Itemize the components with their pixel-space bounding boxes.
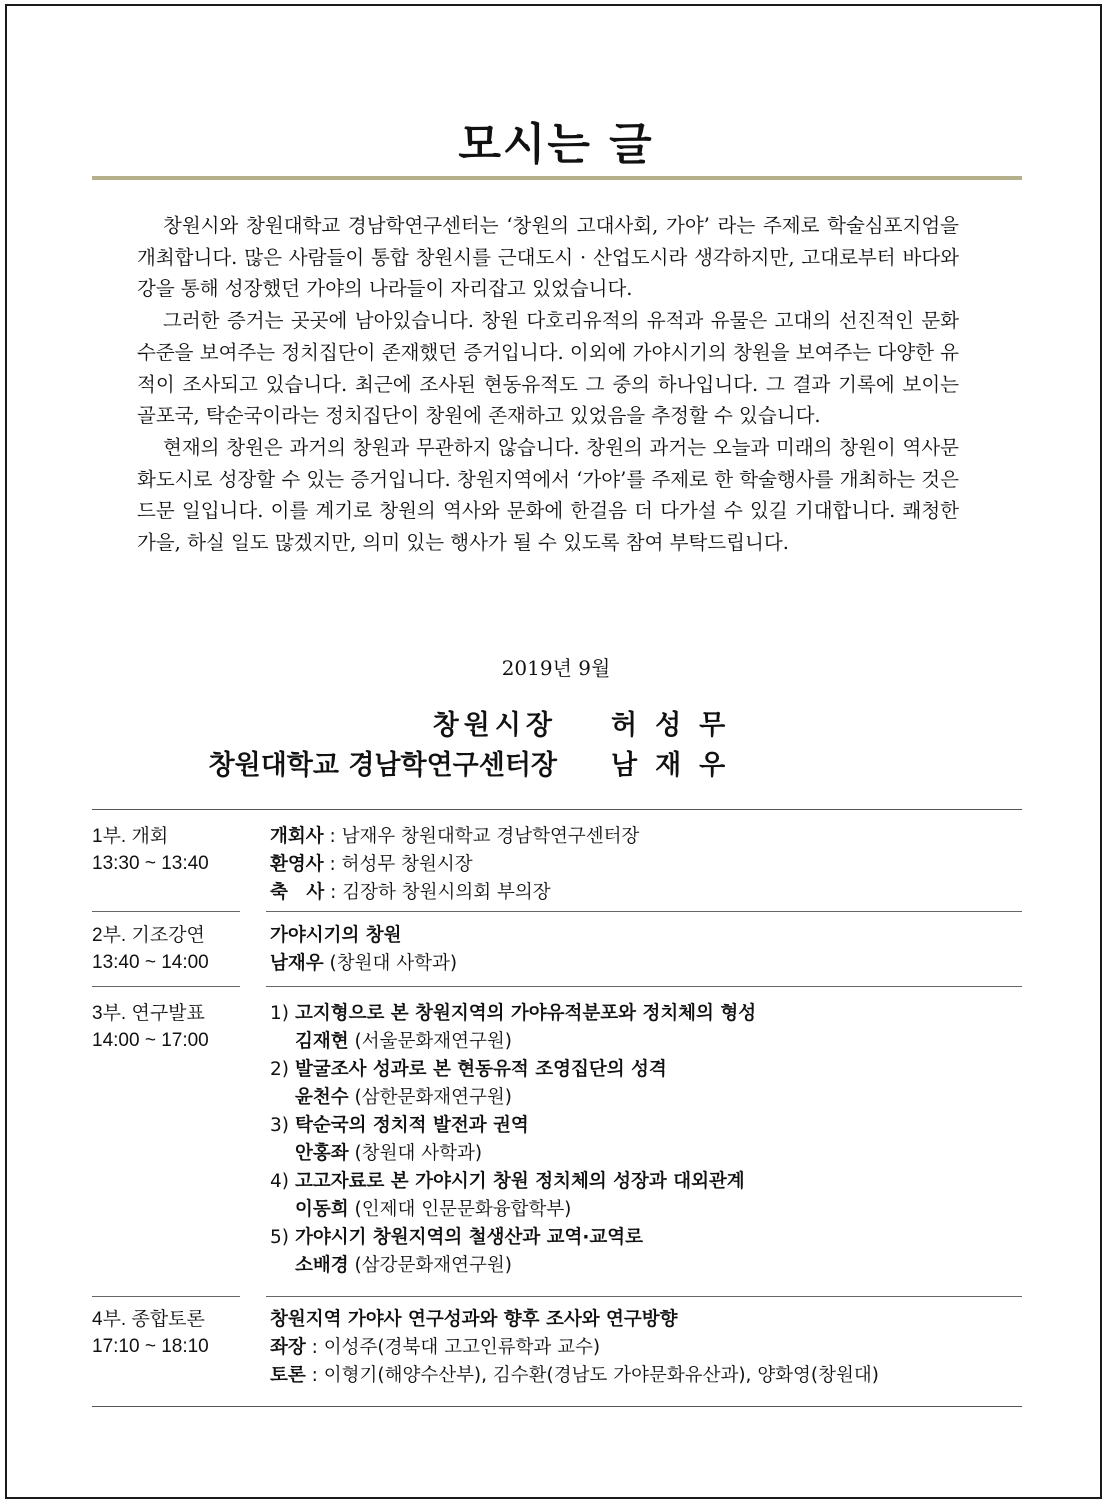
- speaker-affiliation: (창원대 사학과): [348, 1143, 483, 1164]
- presentation-topic: 고지형으로 본 창원지역의 가야유적분포와 정치체의 형성: [295, 1003, 757, 1024]
- divider: [92, 1406, 1022, 1407]
- title-divider: [92, 176, 1022, 180]
- speaker-name: 이동희: [295, 1199, 349, 1220]
- role-label: 개회사: [270, 826, 324, 847]
- presentation-topic: 고고자료로 본 가야시기 창원 정치체의 성장과 대외관계: [295, 1171, 745, 1192]
- signature-titles: [209, 706, 557, 786]
- role-label: 좌장: [270, 1337, 306, 1358]
- presentation-item: [270, 1168, 756, 1196]
- item-number: 2): [270, 1059, 289, 1080]
- divider: [266, 1296, 1022, 1297]
- separator: :: [323, 854, 342, 875]
- part-time: 13:40 ~ 14:00: [92, 952, 209, 973]
- part-label: 4부. 종합토론: [92, 1309, 205, 1330]
- speaker-affiliation: (인제대 인문문화융합학부): [348, 1199, 572, 1220]
- role-person: 허성무 창원시장: [341, 854, 473, 875]
- speaker-line: [270, 1140, 756, 1168]
- role-person: 이성주(경북대 고고인류학과 교수): [323, 1337, 601, 1358]
- speaker-affiliation: (삼강문화재연구원): [348, 1255, 512, 1276]
- part-details: [270, 1306, 879, 1390]
- role-label: 토론: [270, 1365, 306, 1386]
- item-number: 4): [270, 1171, 289, 1192]
- program-line: [270, 851, 639, 879]
- lecture-topic: 가야시기의 창원: [270, 925, 402, 946]
- part-details: [270, 1000, 756, 1280]
- presentation-item: [270, 1000, 756, 1028]
- divider: [92, 809, 1022, 810]
- speaker-name: 소배경: [295, 1255, 349, 1276]
- presentation-item: [270, 1224, 756, 1252]
- part-time: 14:00 ~ 17:00: [92, 1030, 209, 1051]
- page-title: 모시는 글: [458, 119, 654, 170]
- paragraph: 현재의 창원은 과거의 창원과 무관하지 않습니다. 창원의 과거는 오늘과 미래의 창원이 역사문화도시로 성장할 수 있는 증거입니다. 창원지역에서 ‘가야’를 주제로 한 학술행사를 개최하는 것은 드문 일입니다. 이를 계기로 창원의 역사와 문화에 한걸음 더 다가설 수 있길 기대합니다. 쾌청한 가을, 하실 일도 많겠지만, 의미 있는 행사가 될 수 있도록 참여 부탁드립니다.: [137, 435, 959, 555]
- speaker-line: [270, 1028, 756, 1056]
- role-label: 환영사: [270, 854, 324, 875]
- presentation-item: [270, 1112, 756, 1140]
- speaker-line: [270, 1252, 756, 1280]
- presentation-topic: 가야시기 창원지역의 철생산과 교역·교역로: [295, 1227, 644, 1248]
- part-label-block: [92, 922, 209, 976]
- speaker-line: [270, 1196, 756, 1224]
- signature-title: 창원대학교 경남학연구센터장: [208, 750, 557, 781]
- date: 2019년 9월: [501, 656, 611, 680]
- part-label: 3부. 연구발표: [92, 1003, 205, 1024]
- program-line: [270, 823, 639, 851]
- speaker-affiliation: (삼한문화재연구원): [348, 1087, 512, 1108]
- separator: :: [323, 826, 342, 847]
- divider: [92, 986, 240, 987]
- item-number: 5): [270, 1227, 289, 1248]
- presentation-topic: 발굴조사 성과로 본 현동유적 조영집단의 성격: [295, 1059, 667, 1080]
- separator: :: [305, 1337, 324, 1358]
- paragraph: 그러한 증거는 곳곳에 남아있습니다. 창원 다호리유적의 유적과 유물은 고대의 선진적인 문화수준을 보여주는 정치집단이 존재했던 증거입니다. 이외에 가야시기의 창원을 보여주는 다양한 유적이 조사되고 있습니다. 최근에 조사된 현동유적도 그 중의 하나입니다. 그 결과 기록에 보이는 골포국, 탁순국이라는 정치집단이 창원에 존재하고 있었음을 추정할 수 있습니다.: [137, 309, 959, 428]
- divider: [266, 911, 1022, 912]
- speaker-name: 윤천수: [295, 1087, 349, 1108]
- divider: [92, 1296, 240, 1297]
- speaker-affiliation: (창원대 사학과): [323, 953, 458, 974]
- discussion-topic: 창원지역 가야사 연구성과와 향후 조사와 연구방향: [270, 1309, 678, 1330]
- program-line: [270, 879, 639, 907]
- speaker-name: 안홍좌: [295, 1143, 349, 1164]
- speaker-name: 김재현: [295, 1031, 349, 1052]
- role-person: 이형기(해양수산부), 김수환(경남도 가야문화유산과), 양화영(창원대): [323, 1365, 879, 1386]
- part-details: [270, 823, 639, 907]
- speaker-line: [270, 1084, 756, 1112]
- part-label-block: [92, 1306, 209, 1360]
- paragraph: 창원시와 창원대학교 경남학연구센터는 ‘창원의 고대사회, 가야’ 라는 주제로 학술심포지엄을 개최합니다. 많은 사람들이 통합 창원시를 근대도시 · 산업도시라 생각하지만, 고대로부터 바다와 강을 통해 성장했던 가야의 나라들이 자리잡고 있었습니다.: [137, 214, 959, 301]
- presentation-item: [270, 1056, 756, 1084]
- signature-title: 창원시장: [432, 710, 557, 741]
- part-label-block: [92, 1000, 209, 1054]
- speaker-affiliation: (서울문화재연구원): [348, 1031, 512, 1052]
- divider: [266, 986, 1022, 987]
- role-label: 축 사: [270, 882, 325, 903]
- signature-names: [611, 706, 743, 786]
- part-label: 1부. 개회: [92, 826, 169, 847]
- program-line: [270, 1334, 879, 1362]
- program-line: [270, 1362, 879, 1390]
- part-details: [270, 922, 457, 978]
- part-label-block: [92, 823, 209, 877]
- item-number: 3): [270, 1115, 289, 1136]
- part-time: 17:10 ~ 18:10: [92, 1336, 209, 1357]
- presentation-topic: 탁순국의 정치적 발전과 권역: [295, 1115, 529, 1136]
- speaker-name: 남재우: [270, 953, 324, 974]
- invitation-body: [137, 210, 959, 559]
- part-label: 2부. 기조강연: [92, 925, 205, 946]
- part-time: 13:30 ~ 13:40: [92, 853, 209, 874]
- separator: :: [305, 1365, 324, 1386]
- signature-name: 남재우: [611, 750, 744, 781]
- divider: [92, 911, 240, 912]
- role-person: 김장하 창원시의회 부의장: [342, 882, 551, 903]
- signature-name: 허성무: [611, 710, 744, 741]
- separator: :: [324, 882, 343, 903]
- role-person: 남재우 창원대학교 경남학연구센터장: [341, 826, 640, 847]
- speaker-line: [270, 950, 457, 978]
- item-number: 1): [270, 1003, 289, 1024]
